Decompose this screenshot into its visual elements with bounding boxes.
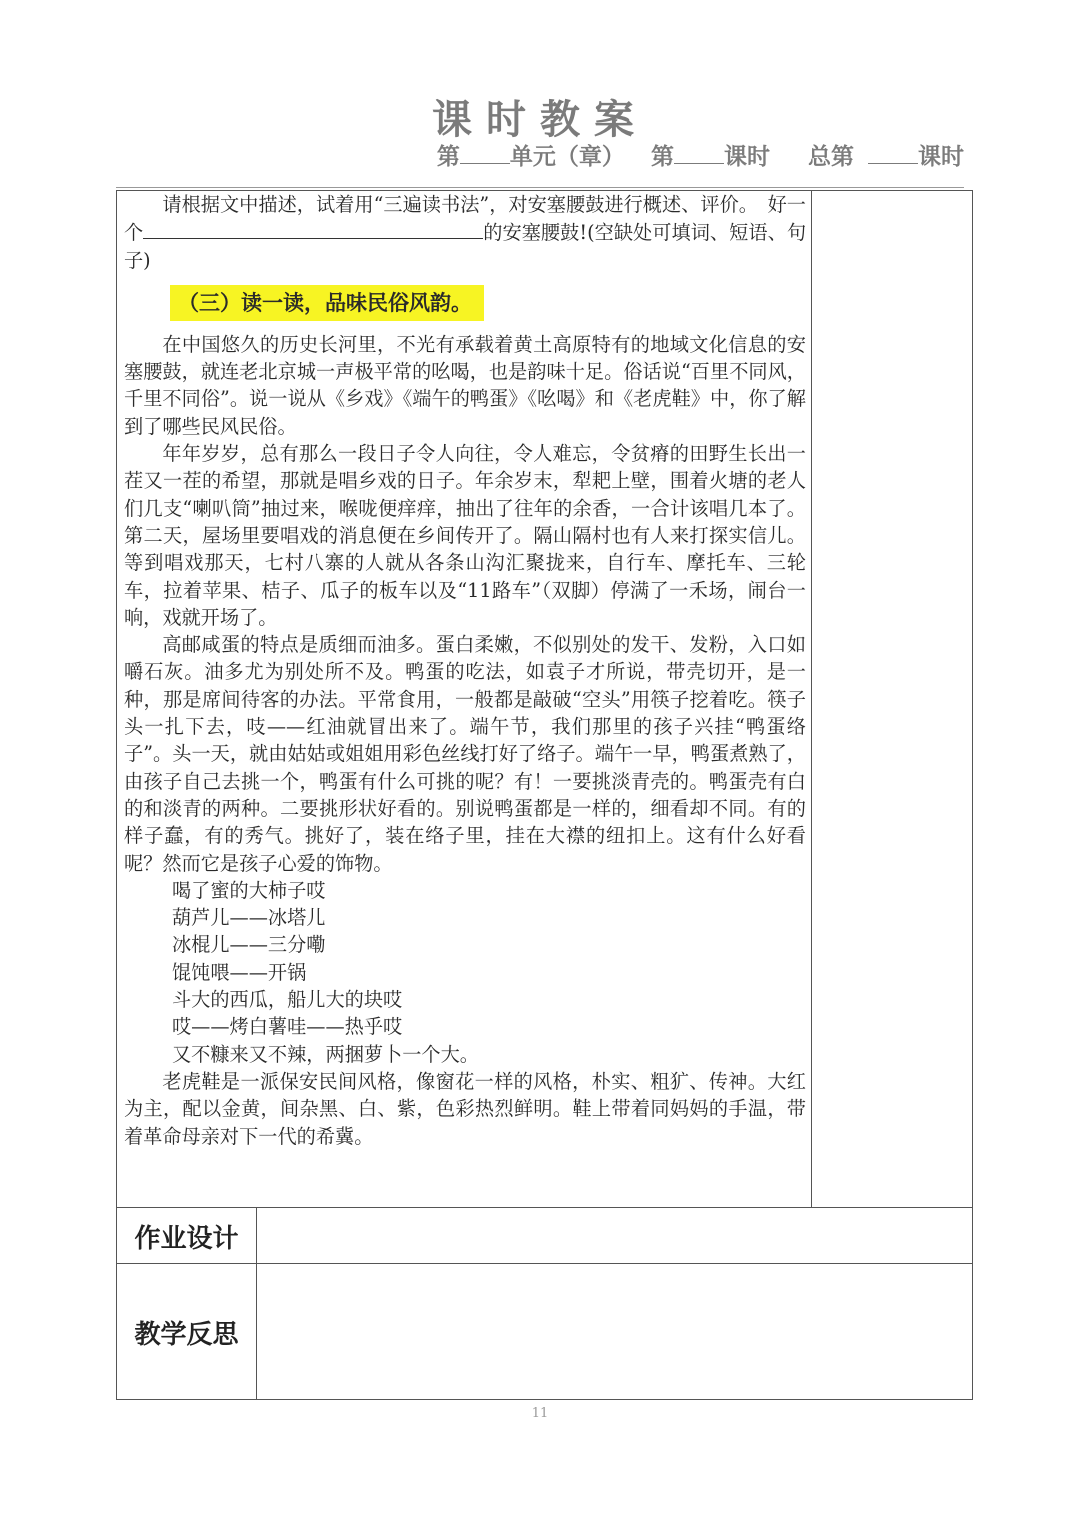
page-title: 课时教案 <box>432 97 648 143</box>
verse-line: 冰棍儿——三分嘞 <box>172 933 326 957</box>
paragraph-1: 在中国悠久的历史长河里，不光有承载着黄土高原特有的地域文化信息的安塞腰鼓，就连老北京城一声极平常的吆喝，也是韵味十足。俗话说“百里不同风，千里不同俗”。说一说从《乡戏》《端午的鸭蛋》《吆喝》和《老虎鞋》中，你了解到了哪些民风民俗。 <box>124 332 806 438</box>
intro-paragraph <box>124 191 806 274</box>
closing-paragraph: 老虎鞋是一派保安民间风格，像窗花一样的风格，朴实、粗犷、传神。大红为主，配以金黄，间杂黑、白、紫，色彩热烈鲜明。鞋上带着同妈妈的手温，带着革命母亲对下一代的希冀。 <box>124 1069 806 1148</box>
intro-text-1: 请根据文中描述，试着用“三遍读书法”，对安塞腰鼓进行概述、评价。 好一个 <box>124 193 806 245</box>
verse-line: 葫芦儿——冰塔儿 <box>172 906 326 930</box>
homework-label: 作业设计 <box>134 1224 239 1254</box>
fill-in-blank <box>143 218 483 239</box>
paragraph-2: 年年岁岁，总有那么一段日子令人向往，令人难忘，令贫瘠的田野生长出一茬又一茬的希望，那就是唱乡戏的日子。年余岁末，犁耙上壁，围着火塘的老人们几支“喇叭筒”抽过来，喉咙便痒痒，抽出了往年的余香，一合计该唱几本了。第二天，屋场里要唱戏的消息便在乡间传开了。隔山隔村也有人来打探实信儿。等到唱戏那天，七村八寨的人就从各条山沟汇聚拢来，自行车、摩托车、三轮车，拉着苹果、桔子、瓜子的板车以及“11路车”（双脚）停满了一禾场，闹台一响，戏就开场了。 <box>124 442 806 629</box>
lesson-blank <box>674 141 724 164</box>
intro-text-2: 的安塞腰鼓!(空缺处可填词、短语、句子) <box>124 221 807 272</box>
homework-row <box>116 1207 973 1264</box>
verse-line: 喝了蜜的大柿子哎 <box>172 878 326 902</box>
verse-line: 又不糠来又不辣，两捆萝卜一个大。 <box>172 1042 479 1066</box>
lesson-suffix: 课时 <box>723 144 770 170</box>
unit-suffix: 单元（章） <box>509 144 625 170</box>
verse-line: 馄饨喂——开锅 <box>172 960 307 984</box>
total-blank <box>868 141 918 164</box>
reflection-label: 教学反思 <box>134 1320 239 1350</box>
reflection-row <box>116 1262 973 1400</box>
header-rule <box>116 187 964 188</box>
lesson-prefix: 第 <box>650 144 674 170</box>
verse-line: 斗大的西瓜，船儿大的块哎 <box>172 988 403 1012</box>
lesson-content <box>124 191 806 1150</box>
verse-line: 哎——烤白薯哇——热乎哎 <box>172 1015 403 1039</box>
unit-blank <box>460 141 510 164</box>
total-prefix: 总第 <box>807 144 854 170</box>
section-heading: （三）读一读，品味民俗风韵。 <box>170 285 484 321</box>
unit-prefix: 第 <box>436 144 460 170</box>
page-number: 11 <box>531 1406 549 1421</box>
notes-column-divider <box>811 190 812 1208</box>
total-suffix: 课时 <box>918 144 964 170</box>
lesson-info-line <box>437 138 964 171</box>
paragraph-3: 高邮咸蛋的特点是质细而油多。蛋白柔嫩，不似别处的发干、发粉，入口如嚼石灰。油多尤为别处所不及。鸭蛋的吃法，如袁子才所说，带壳切开，是一种，那是席间待客的办法。平常食用，一般都是敲破“空头”用筷子挖着吃。筷子头一扎下去，吱——红油就冒出来了。端午节，我们那里的孩子兴挂“鸭蛋络子”。头一天，就由姑姑或姐姐用彩色丝线打好了络子。端午一早，鸭蛋煮熟了，由孩子自己去挑一个，鸭蛋有什么可挑的呢？有！一要挑淡青壳的。鸭蛋壳有白的和淡青的两种。二要挑形状好看的。别说鸭蛋都是一样的，细看却不同。有的样子蠢，有的秀气。挑好了，装在络子里，挂在大襟的纽扣上。这有什么好看呢？然而它是孩子心爱的饰物。 <box>124 633 806 875</box>
